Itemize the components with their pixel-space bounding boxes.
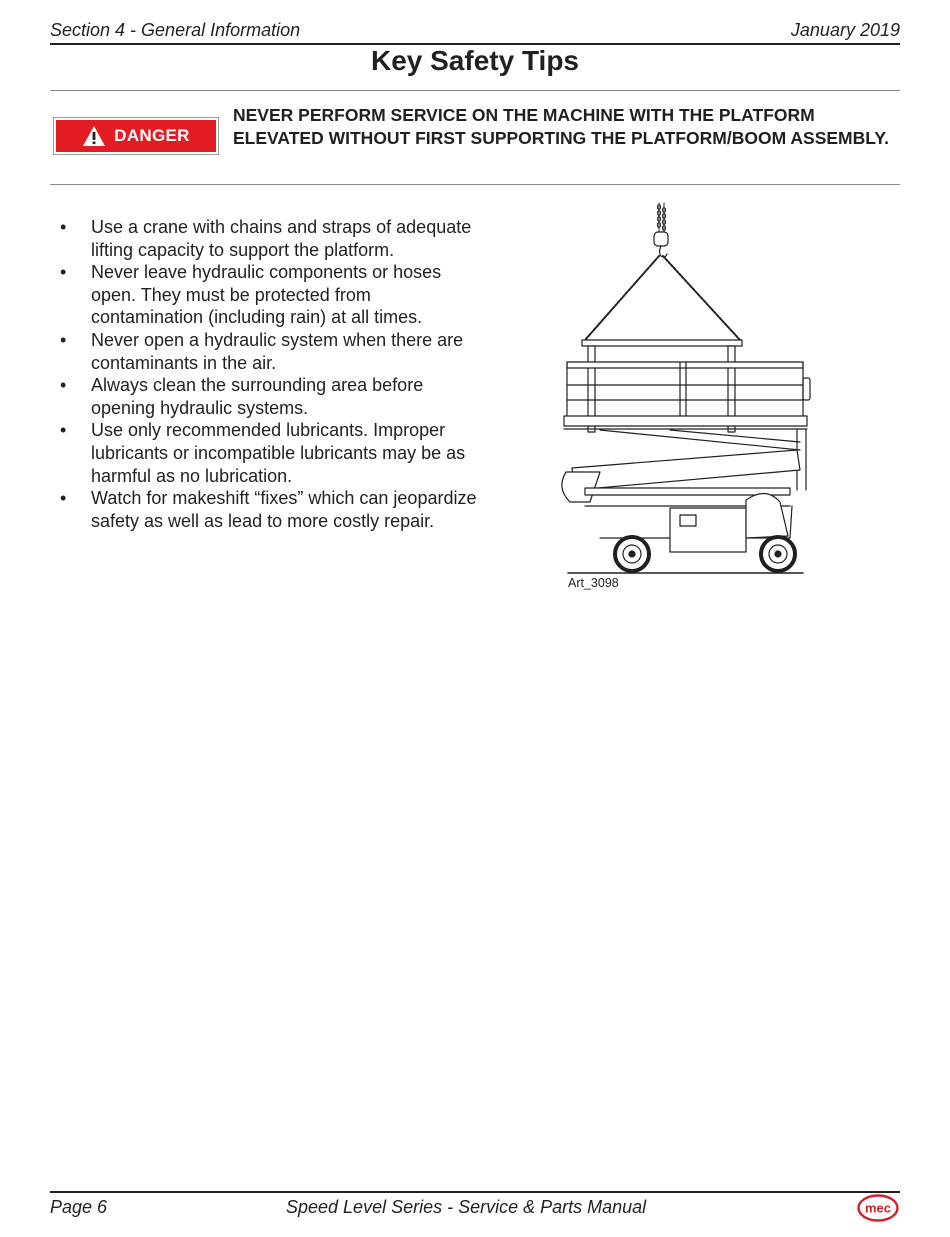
header-section: Section 4 - General Information (50, 20, 301, 40)
danger-badge (53, 117, 219, 155)
list-item (60, 329, 480, 374)
list-item (60, 419, 480, 487)
footer-rule (50, 1191, 900, 1193)
tip-text: Use a crane with chains and straps of adequate lifting capacity to support the platform. (91, 217, 472, 260)
list-item (60, 216, 480, 261)
tip-text: Never open a hydraulic system when there are contaminants in the air. (91, 329, 464, 373)
danger-top-rule (50, 90, 900, 91)
list-item (60, 261, 480, 329)
safety-tips-list (60, 216, 480, 532)
danger-bottom-rule (50, 184, 900, 185)
tip-text: Watch for makeshift “fixes” which can jeopardize safety as well as lead to more costly repair. (91, 488, 477, 531)
warning-triangle-icon (82, 125, 106, 147)
page-title: Key Safety Tips (370, 45, 580, 76)
mec-logo (857, 1193, 901, 1223)
figure-label: Art_3098 (568, 576, 619, 590)
bullet: • (60, 329, 67, 350)
footer-manual-title: Speed Level Series - Service & Parts Manual (286, 1197, 647, 1217)
bullet: • (60, 375, 67, 396)
tip-text: Never leave hydraulic components or hoses open. They must be protected from contamination (including rain) at all times. (91, 262, 442, 328)
list-item (60, 487, 480, 532)
header-date: January 2019 (790, 20, 900, 40)
bullet: • (60, 217, 67, 237)
danger-message: NEVER PERFORM SERVICE ON THE MACHINE WITH THE PLATFORM ELEVATED WITHOUT FIRST SUPPORTING THE PLATFORM/BOOM ASSEMBLY. (233, 105, 889, 148)
bullet: • (60, 262, 67, 283)
scissor-lift-crane-illustration (555, 200, 815, 580)
bullet: • (60, 420, 67, 441)
danger-label: DANGER (114, 126, 190, 145)
list-item (60, 374, 480, 419)
bullet: • (60, 488, 67, 509)
footer-page-number: Page 6 (50, 1197, 108, 1217)
logo-text: mec (864, 1200, 892, 1216)
tip-text: Use only recommended lubricants. Improper lubricants or incompatible lubricants may be as harmful as no lubrication. (91, 420, 466, 486)
tip-text: Always clean the surrounding area before opening hydraulic systems. (91, 375, 424, 418)
